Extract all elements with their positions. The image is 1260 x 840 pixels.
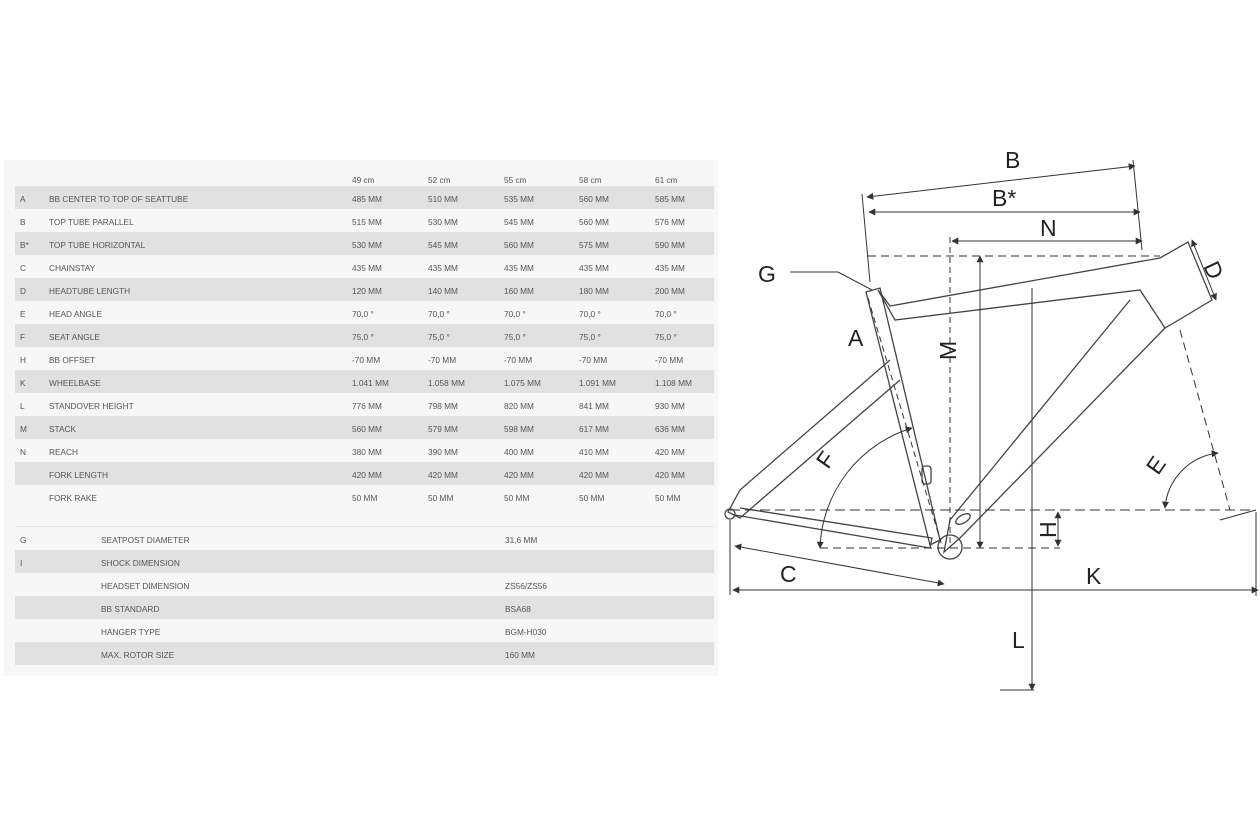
row-code: N — [20, 447, 26, 457]
row-value: 75,0 ° — [428, 332, 450, 342]
row-value: 545 MM — [428, 240, 458, 250]
row-value: 160 MM — [504, 286, 534, 296]
row-name: SHOCK DIMENSION — [101, 558, 180, 568]
row-value: 390 MM — [428, 447, 458, 457]
cable-port — [954, 512, 972, 527]
row-value: 435 MM — [579, 263, 609, 273]
row-code: G — [20, 535, 27, 545]
row-value: 1.075 MM — [504, 378, 541, 388]
dimension-line-a — [868, 298, 942, 546]
row-value: 515 MM — [352, 217, 382, 227]
row-value: 180 MM — [579, 286, 609, 296]
row-value: 50 MM — [428, 493, 454, 503]
row-value: 485 MM — [352, 194, 382, 204]
row-value: 420 MM — [504, 470, 534, 480]
row-value: 70,0 ° — [352, 309, 374, 319]
label-d: D — [1198, 257, 1230, 284]
row-value: 410 MM — [579, 447, 609, 457]
row-value: 1.058 MM — [428, 378, 465, 388]
row-value: 435 MM — [655, 263, 685, 273]
row-code: C — [20, 263, 26, 273]
row-value: 420 MM — [655, 470, 685, 480]
row-name: FORK RAKE — [49, 493, 97, 503]
row-value: 1.108 MM — [655, 378, 692, 388]
row-value: 75,0 ° — [352, 332, 374, 342]
extension-line — [862, 194, 870, 282]
chain-stay — [735, 508, 932, 548]
row-value: -70 MM — [352, 355, 381, 365]
row-value: 576 MM — [655, 217, 685, 227]
row-value: 560 MM — [579, 194, 609, 204]
row-name: MAX. ROTOR SIZE — [101, 650, 175, 660]
row-name: SEATPOST DIAMETER — [101, 535, 190, 545]
row-name: TOP TUBE HORIZONTAL — [49, 240, 146, 250]
row-name: FORK LENGTH — [49, 470, 109, 480]
row-value: 50 MM — [352, 493, 378, 503]
row-value: 31,6 MM — [505, 535, 538, 545]
row-value: -70 MM — [428, 355, 457, 365]
row-value: 585 MM — [655, 194, 685, 204]
row-code: K — [20, 378, 26, 388]
row-value: 636 MM — [655, 424, 685, 434]
row-value: -70 MM — [504, 355, 533, 365]
down-tube — [944, 300, 1165, 552]
extension-line — [1133, 160, 1142, 250]
row-value: 575 MM — [579, 240, 609, 250]
size-header: 52 cm — [428, 175, 451, 185]
row-name: REACH — [49, 447, 79, 457]
angle-arc-f — [820, 428, 912, 548]
row-value: 400 MM — [504, 447, 534, 457]
row-value: 598 MM — [504, 424, 534, 434]
row-value: 70,0 ° — [579, 309, 601, 319]
row-value: 530 MM — [428, 217, 458, 227]
row-value: 70,0 ° — [504, 309, 526, 319]
top-tube — [878, 242, 1212, 328]
row-value: 930 MM — [655, 401, 685, 411]
row-value: 435 MM — [504, 263, 534, 273]
row-value: 70,0 ° — [655, 309, 677, 319]
row-value: 380 MM — [352, 447, 382, 457]
row-value: 1.041 MM — [352, 378, 389, 388]
row-value: 160 MM — [505, 650, 535, 660]
label-b-star: B* — [992, 185, 1017, 211]
row-value: 70,0 ° — [428, 309, 450, 319]
size-header: 49 cm — [352, 175, 375, 185]
row-value: 1.091 MM — [579, 378, 616, 388]
row-value: 590 MM — [655, 240, 685, 250]
label-e: E — [1140, 451, 1171, 479]
pointer-g — [790, 272, 872, 290]
label-m: M — [935, 340, 961, 360]
label-l: L — [1012, 627, 1025, 653]
row-code: F — [20, 332, 26, 342]
row-name: SEAT ANGLE — [49, 332, 100, 342]
row-value: 798 MM — [428, 401, 458, 411]
row-value: 420 MM — [352, 470, 382, 480]
dimension-lines — [730, 160, 1258, 690]
row-code: E — [20, 309, 26, 319]
row-value: 75,0 ° — [579, 332, 601, 342]
row-name: HANGER TYPE — [101, 627, 161, 637]
label-g: G — [758, 261, 776, 287]
row-value: BGM-H030 — [505, 627, 547, 637]
extension-line — [1180, 330, 1230, 510]
row-value: 435 MM — [428, 263, 458, 273]
size-header: 61 cm — [655, 175, 678, 185]
row-value: 120 MM — [352, 286, 382, 296]
row-value: 50 MM — [655, 493, 681, 503]
row-value: 560 MM — [352, 424, 382, 434]
row-value: 420 MM — [655, 447, 685, 457]
row-code: L — [20, 401, 25, 411]
row-value: 75,0 ° — [504, 332, 526, 342]
row-value: 140 MM — [428, 286, 458, 296]
row-value: 435 MM — [352, 263, 382, 273]
row-value: 617 MM — [579, 424, 609, 434]
row-code: B — [20, 217, 26, 227]
row-code: A — [20, 194, 26, 204]
label-h: H — [1035, 521, 1061, 538]
label-a: A — [848, 325, 864, 351]
row-value: ZS56/ZS56 — [505, 581, 547, 591]
row-value: 530 MM — [352, 240, 382, 250]
label-k: K — [1086, 563, 1102, 589]
row-name: TOP TUBE PARALLEL — [49, 217, 134, 227]
row-value: 50 MM — [579, 493, 605, 503]
row-value: 560 MM — [504, 240, 534, 250]
row-name: HEAD ANGLE — [49, 309, 103, 319]
row-value: 420 MM — [579, 470, 609, 480]
row-name: WHEELBASE — [49, 378, 101, 388]
row-value: 579 MM — [428, 424, 458, 434]
row-name: HEADSET DIMENSION — [101, 581, 190, 591]
row-value: 820 MM — [504, 401, 534, 411]
row-value: -70 MM — [655, 355, 684, 365]
row-value: 841 MM — [579, 401, 609, 411]
row-value: 420 MM — [428, 470, 458, 480]
row-name: CHAINSTAY — [49, 263, 96, 273]
extension-line — [1220, 510, 1256, 520]
dimension-line-c — [735, 546, 944, 584]
row-code: H — [20, 355, 26, 365]
row-value: 535 MM — [504, 194, 534, 204]
seat-stay — [728, 360, 900, 518]
frame-outline — [725, 242, 1212, 559]
row-name: BB STANDARD — [101, 604, 160, 614]
label-n: N — [1040, 215, 1057, 241]
row-value: 510 MM — [428, 194, 458, 204]
row-value: 545 MM — [504, 217, 534, 227]
row-code: D — [20, 286, 26, 296]
row-code: B* — [20, 240, 29, 250]
row-name: BB CENTER TO TOP OF SEATTUBE — [49, 194, 189, 204]
row-value: BSA68 — [505, 604, 531, 614]
row-value: 560 MM — [579, 217, 609, 227]
row-name: BB OFFSET — [49, 355, 96, 365]
row-code: M — [20, 424, 27, 434]
dimension-labels — [758, 147, 1229, 653]
row-value: 50 MM — [504, 493, 530, 503]
label-c: C — [780, 561, 797, 587]
size-header: 55 cm — [504, 175, 527, 185]
row-value: 200 MM — [655, 286, 685, 296]
row-value: -70 MM — [579, 355, 608, 365]
row-name: STANDOVER HEIGHT — [49, 401, 134, 411]
angle-arc-e — [1165, 453, 1218, 508]
row-name: STACK — [49, 424, 77, 434]
row-value: 776 MM — [352, 401, 382, 411]
row-code: I — [20, 558, 23, 568]
label-f: F — [810, 446, 841, 473]
row-value: 75,0 ° — [655, 332, 677, 342]
row-name: HEADTUBE LENGTH — [49, 286, 131, 296]
label-b: B — [1005, 147, 1021, 173]
size-header: 58 cm — [579, 175, 602, 185]
